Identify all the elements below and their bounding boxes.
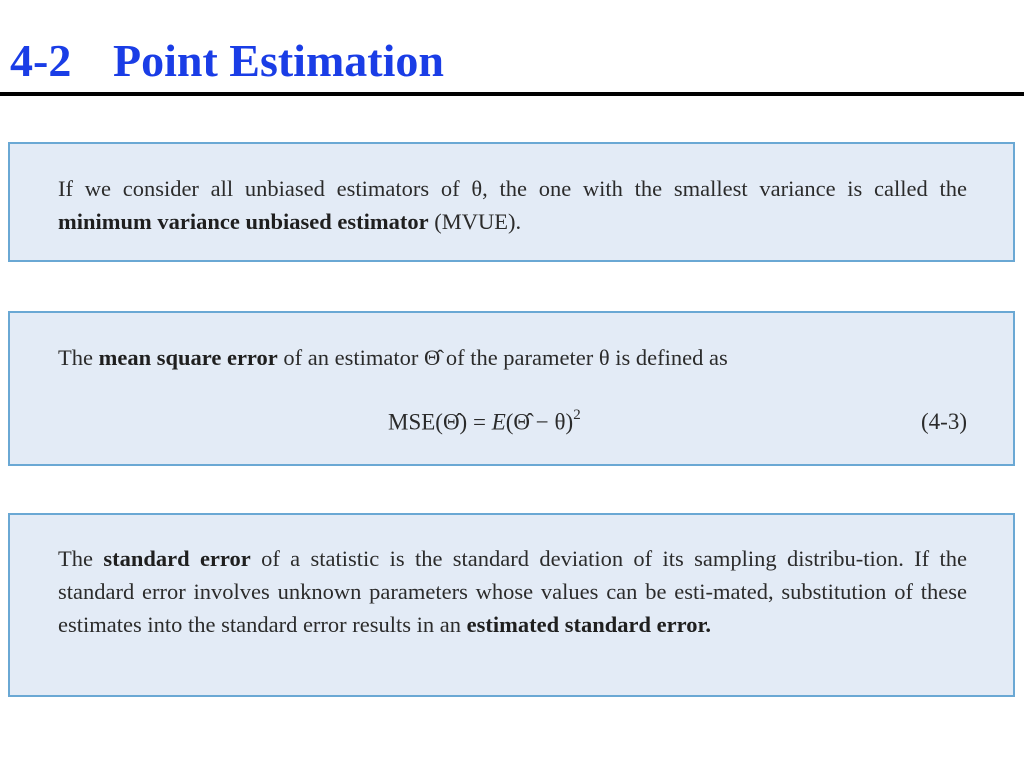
- equation-expectation: E: [491, 409, 506, 435]
- standard-error-term: standard error: [103, 546, 251, 571]
- section-number: 4-2: [10, 35, 72, 86]
- mvue-text-before: If we consider all unbiased estimators of θ, the one with the smallest variance is called the: [58, 176, 967, 201]
- equation-lhs: MSE(Θ̂) =: [388, 409, 492, 435]
- mvue-definition-text: [58, 172, 967, 238]
- estimated-standard-error-term: estimated standard error.: [466, 612, 711, 637]
- title-rule: [0, 92, 1024, 96]
- se-text-before: The: [58, 546, 104, 571]
- equation-number: (4-3): [921, 409, 967, 434]
- equation-rhs: (Θ̂ − θ): [505, 409, 574, 435]
- mse-text-after: of an estimator Θ̂ of the parameter θ is defined as: [277, 345, 728, 370]
- mse-term: mean square error: [98, 345, 278, 370]
- mse-definition-text: [58, 341, 967, 374]
- standard-error-definition-text: [58, 542, 967, 641]
- section-title: Point Estimation: [113, 35, 444, 86]
- se-text-middle: of a statistic is the standard deviation of its sampling distribu-tion. If the standard error involves unknown parameters whose values can be esti-mated, substitution of these estimates into the standard error results in an: [58, 546, 967, 637]
- mvue-text-after: (MVUE).: [428, 209, 522, 234]
- mvue-definition-box: [8, 142, 1015, 262]
- standard-error-definition-box: [8, 513, 1015, 697]
- equation-exponent: 2: [573, 407, 581, 423]
- mse-text-before: The: [58, 345, 99, 370]
- mse-definition-box: [8, 311, 1015, 466]
- mse-equation: [388, 409, 581, 436]
- slide-title: [10, 35, 444, 86]
- mvue-term: minimum variance unbiased estimator: [58, 209, 429, 234]
